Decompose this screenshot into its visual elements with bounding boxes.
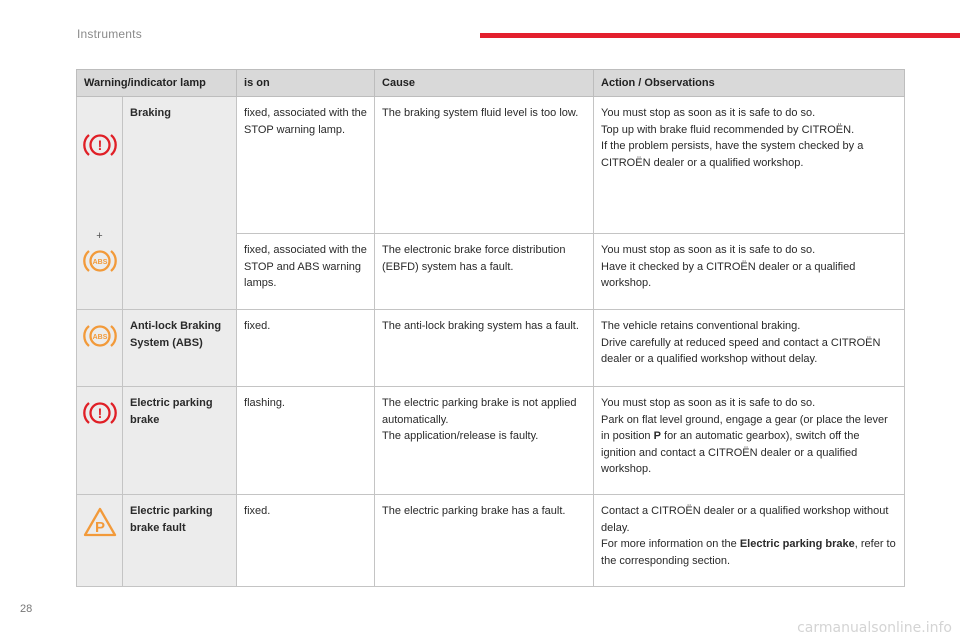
svg-text:ABS: ABS: [92, 334, 107, 341]
action-abs: The vehicle retains conventional braking. Drive carefully at reduced speed and contact a CITROËN dealer or a qualified workshop without delay.: [594, 310, 905, 387]
cause-braking-ebfd: The electronic brake force distribution (EBFD) system has a fault.: [375, 234, 594, 310]
abs-warning-icon: [83, 247, 117, 275]
lamp-name-epb-fault: Electric parking brake fault: [123, 495, 237, 587]
brake-warning-icon: [83, 399, 117, 427]
svg-text:P: P: [94, 519, 105, 536]
action-epb-fault-text-1: Contact a CITROËN dealer or a qualified workshop without delay. For more information on the: [601, 505, 889, 550]
action-epb-bold: P: [653, 430, 661, 442]
svg-text:ABS: ABS: [92, 259, 107, 266]
parking-brake-fault-icon: [83, 507, 117, 537]
cause-braking-fluid: The braking system fluid level is too low.: [375, 97, 594, 234]
column-header-action: Action / Observations: [594, 70, 905, 97]
action-epb-fault-text-2: , refer to the corresponding section.: [601, 538, 896, 567]
plus-sign: +: [96, 230, 103, 242]
lamp-name-epb: Electric parking brake: [123, 387, 237, 495]
action-braking-fluid: You must stop as soon as it is safe to do so. Top up with brake fluid recommended by CITROËN. If the problem persists, have the system checked by a CITROËN dealer or a qualified workshop.: [594, 97, 905, 234]
is-on-braking-ebfd: fixed, associated with the STOP and ABS warning lamps.: [237, 234, 375, 310]
column-header-cause: Cause: [375, 70, 594, 97]
table-row-braking-fluid: [77, 97, 905, 234]
table-header-row: [77, 70, 905, 97]
column-header-lamp: Warning/indicator lamp: [77, 70, 237, 97]
is-on-epb: flashing.: [237, 387, 375, 495]
warning-lamp-table: [76, 69, 905, 587]
action-epb: [594, 387, 905, 495]
abs-icon-cell: [77, 310, 123, 387]
table-row-epb-fault: [77, 495, 905, 587]
cause-abs: The anti-lock braking system has a fault.: [375, 310, 594, 387]
cause-epb: The electric parking brake is not applied automatically. The application/release is faulty.: [375, 387, 594, 495]
watermark: carmanualsonline.info: [797, 620, 952, 636]
cause-epb-fault: The electric parking brake has a fault.: [375, 495, 594, 587]
section-title: Instruments: [77, 27, 142, 41]
action-epb-text-1: You must stop as soon as it is safe to do so. Park on flat level ground, engage a gear (or place the lever in position: [601, 397, 888, 442]
svg-text:!: !: [97, 405, 102, 421]
abs-warning-icon: [83, 322, 117, 350]
table-row-epb: [77, 387, 905, 495]
lamp-name-braking: Braking: [123, 97, 237, 310]
epb-fault-icon-cell: [77, 495, 123, 587]
braking-icons-cell: [77, 97, 123, 310]
action-epb-fault-bold: Electric parking brake: [739, 538, 855, 550]
column-header-is-on: is on: [237, 70, 375, 97]
brake-warning-icon: [83, 131, 117, 159]
svg-text:!: !: [97, 137, 102, 153]
action-braking-ebfd: You must stop as soon as it is safe to do so. Have it checked by a CITROËN dealer or a qualified workshop.: [594, 234, 905, 310]
is-on-epb-fault: fixed.: [237, 495, 375, 587]
lamp-name-abs: Anti-lock Braking System (ABS): [123, 310, 237, 387]
table-row-abs: [77, 310, 905, 387]
is-on-abs: fixed.: [237, 310, 375, 387]
page-number: 28: [20, 603, 33, 615]
action-epb-text-2: for an automatic gearbox), switch off the ignition and contact a CITROËN dealer or a qualified workshop.: [601, 430, 860, 475]
header-accent-bar: [480, 33, 960, 38]
epb-icon-cell: [77, 387, 123, 495]
action-epb-fault: [594, 495, 905, 587]
is-on-braking-fluid: fixed, associated with the STOP warning lamp.: [237, 97, 375, 234]
